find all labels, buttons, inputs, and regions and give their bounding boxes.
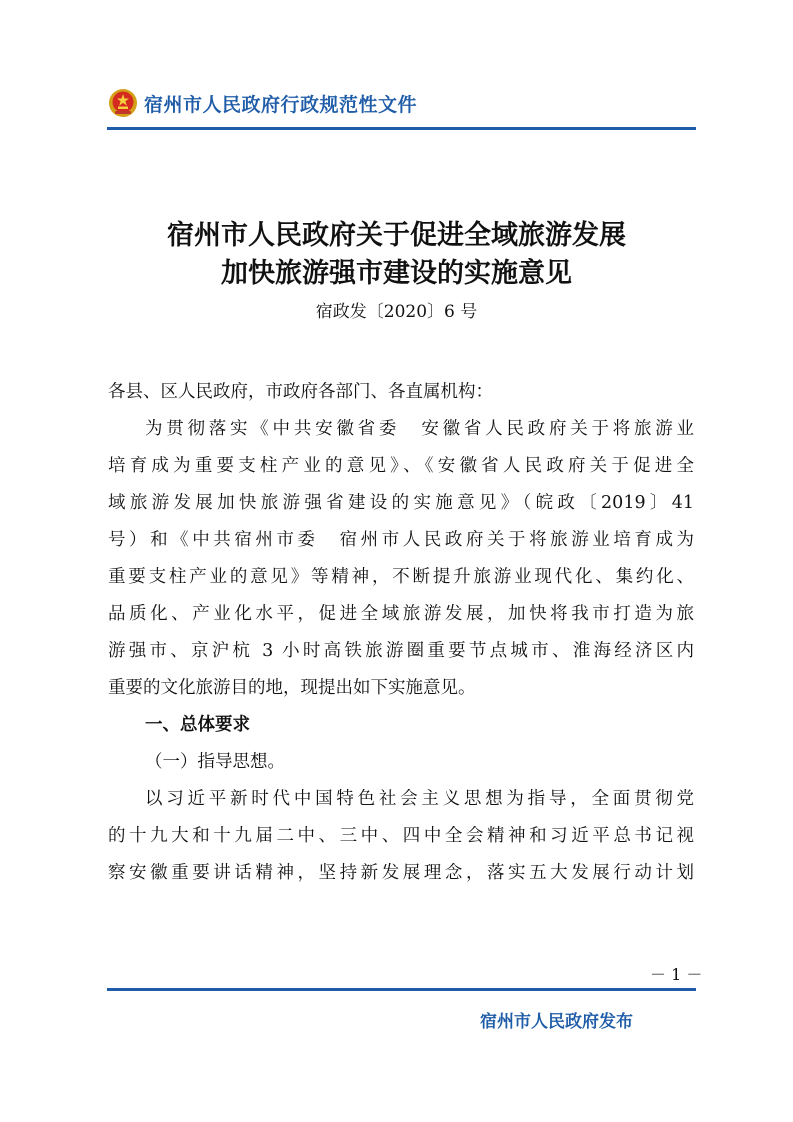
paragraph-line: 以习近平新时代中国特色社会主义思想为指导，全面贯彻党 xyxy=(145,789,694,809)
paragraph-line: 培育成为重要支柱产业的意见》、《安徽省人民政府关于促进全 xyxy=(108,456,694,476)
document-number: 宿政发〔2020〕6 号 xyxy=(315,302,478,322)
national-emblem-icon xyxy=(108,88,138,118)
salutation: 各县、区人民政府，市政府各部门、各直属机构： xyxy=(108,382,493,402)
header-title: 宿州市人民政府行政规范性文件 xyxy=(144,93,418,116)
paragraph-line: 号）和《中共宿州市委 宿州市人民政府关于将旅游业培育成为 xyxy=(108,530,694,550)
paragraph-line: 重要支柱产业的意见》等精神，不断提升旅游业现代化、集约化、 xyxy=(108,567,694,587)
paragraph-line: 为贯彻落实《中共安徽省委 安徽省人民政府关于将旅游业 xyxy=(145,419,694,439)
document-body xyxy=(108,374,694,892)
footer-divider xyxy=(107,988,696,991)
paragraph-line: 游强市、京沪杭 3 小时高铁旅游圈重要节点城市、淮海经济区内 xyxy=(108,641,694,661)
paragraph-line: 域旅游发展加快旅游强省建设的实施意见》（皖政〔2019〕41 xyxy=(108,493,694,513)
header-divider xyxy=(107,127,696,130)
document-title-line-2: 加快旅游强市建设的实施意见 xyxy=(221,258,572,289)
paragraph-line: 重要的文化旅游目的地，现提出如下实施意见。 xyxy=(108,678,476,698)
page-number: － 1 － xyxy=(650,965,703,984)
paragraph-line: 的十九大和十九届二中、三中、四中全会精神和习近平总书记视 xyxy=(108,826,694,846)
footer-publisher: 宿州市人民政府发布 xyxy=(480,1012,633,1032)
document-title-line-1: 宿州市人民政府关于促进全域旅游发展 xyxy=(167,220,626,251)
document-header xyxy=(108,86,417,120)
subsection-heading: （一）指导思想。 xyxy=(145,752,285,772)
paragraph-line: 察安徽重要讲话精神，坚持新发展理念，落实五大发展行动计划 xyxy=(108,863,694,883)
paragraph-line: 品质化、产业化水平，促进全域旅游发展，加快将我市打造为旅 xyxy=(108,604,694,624)
section-heading: 一、总体要求 xyxy=(145,715,250,735)
